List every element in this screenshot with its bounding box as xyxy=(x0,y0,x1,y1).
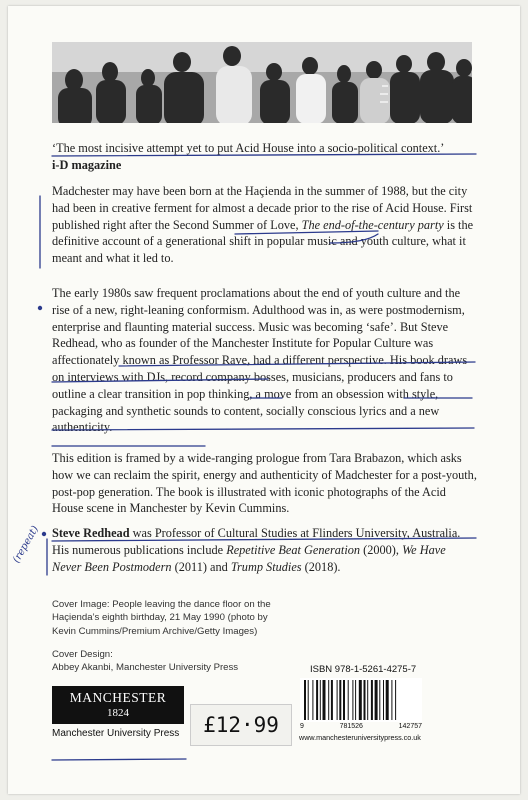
quote-text: ‘The most incisive attempt yet to put Acid House into a socio-political context.’ xyxy=(52,141,445,155)
barcode-bar xyxy=(364,680,366,720)
p1-text-b: is the definitive account of a generational shift in popular music and youth culture, what it meant and what it led to. xyxy=(52,217,474,266)
cover-image-credit xyxy=(52,598,292,638)
book-title: The end-of-the-century party xyxy=(301,217,444,232)
barcode-bar xyxy=(386,680,389,720)
paragraph-intro xyxy=(52,183,478,267)
paragraph-background: The early 1980s saw frequent proclamations about the end of youth culture and the rise of a new, right-leaning conformism. Adulthood was in, as were postmodernism, enterprise and flaunting material success. Music was becoming ‘safe’. But Steve Redhead, who as founder of the Manchester Institute for Popular Culture was affectionately known as Professor Rave, had a different perspective. His book draws on interviews with DJs, record company bosses, musicians, producers and fans to outline a clear transition in pop thinking, a move from an obsession with style, packaging and synthetic sounds to content, socially conscious lyrics and a new authenticity. xyxy=(52,286,468,435)
pub-title-2: We Have Never Been Postmodern xyxy=(52,542,446,574)
p4-text-c: (2011) and xyxy=(171,559,231,574)
publisher-name: Manchester University Press xyxy=(52,728,180,739)
barcode-bar xyxy=(308,680,309,720)
barcode-bar xyxy=(395,680,396,720)
barcode-bar xyxy=(320,680,321,720)
caption-line-1: Cover Image: People leaving the dance floor on the xyxy=(52,599,271,610)
caption-line-3: Kevin Cummins/Premium Archive/Getty Images) xyxy=(52,625,258,637)
price-sticker: £12·99 xyxy=(190,704,292,746)
barcode-bar xyxy=(331,680,333,720)
barcode-bar xyxy=(383,680,384,720)
quote-source: i-D magazine xyxy=(52,157,122,172)
barcode-bar xyxy=(323,680,326,720)
barcode-digit-first: 9 xyxy=(300,723,304,730)
logo-line-1: MANCHESTER xyxy=(69,690,167,705)
barcode-bar xyxy=(371,680,373,720)
barcode-bar xyxy=(337,680,338,720)
barcode-bar xyxy=(359,680,362,720)
paragraph-edition: This edition is framed by a wide-ranging prologue from Tara Brabazon, which asks how we can reclaim the spirit, energy and authenticity of Madchester for a post-youth, post-pop generation. The book is illustrated with iconic photographs of the Acid House scene in Manchester by Kevin Cummins. xyxy=(52,451,477,516)
barcode-digits-right: 142757 xyxy=(398,723,422,730)
barcode-bar xyxy=(316,680,318,720)
barcode-bar xyxy=(304,680,306,720)
cover-design-credit xyxy=(52,648,312,675)
barcode-bar xyxy=(348,680,349,720)
barcode-bar xyxy=(352,680,353,720)
designer-name: Abbey Akanbi, Manchester University Press xyxy=(52,662,239,674)
handwritten-note: (repeat) xyxy=(11,524,42,565)
barcode xyxy=(300,678,422,722)
isbn-label: ISBN 978-1-5261-4275-7 xyxy=(310,664,417,675)
barcode-digits xyxy=(300,723,422,730)
p4-text-b: (2000), xyxy=(360,542,403,557)
publisher-website: www.manchesteruniversitypress.co.uk xyxy=(299,733,421,742)
author-name: Steve Redhead xyxy=(52,526,130,540)
publisher-logo xyxy=(52,686,184,724)
pub-title-1: Repetitive Beat Generation xyxy=(226,542,361,557)
barcode-bar xyxy=(312,680,313,720)
paragraph-author xyxy=(52,525,478,575)
cover-photo xyxy=(52,42,472,123)
logo-line-2: 1824 xyxy=(107,707,129,719)
barcode-bar xyxy=(355,680,356,720)
p4-text-d: (2018). xyxy=(301,559,341,574)
barcode-bar xyxy=(343,680,345,720)
p1-text-a: Madchester may have been born at the Haçienda in the summer of 1988, but the city had been in creative ferment for almost a decade prior to the rise of Acid House. First published right after the Second Summer of Love, xyxy=(52,184,473,232)
barcode-bar xyxy=(367,680,368,720)
barcode-bar xyxy=(328,680,329,720)
barcode-digits-left: 781526 xyxy=(339,723,363,730)
p4-text-a: was Professor of Cultural Studies at Flinders University, Australia. His numerous publications include xyxy=(52,526,461,557)
barcode-bar xyxy=(379,680,380,720)
design-label: Cover Design: xyxy=(52,649,113,660)
review-quote xyxy=(52,140,478,174)
pub-title-3: Trump Studies xyxy=(230,559,302,574)
barcode-bar xyxy=(339,680,341,720)
caption-line-2: Haçienda’s eighth birthday, 21 May 1990 (photo by xyxy=(52,612,268,624)
barcode-bar xyxy=(375,680,378,720)
barcode-bar xyxy=(391,680,392,720)
